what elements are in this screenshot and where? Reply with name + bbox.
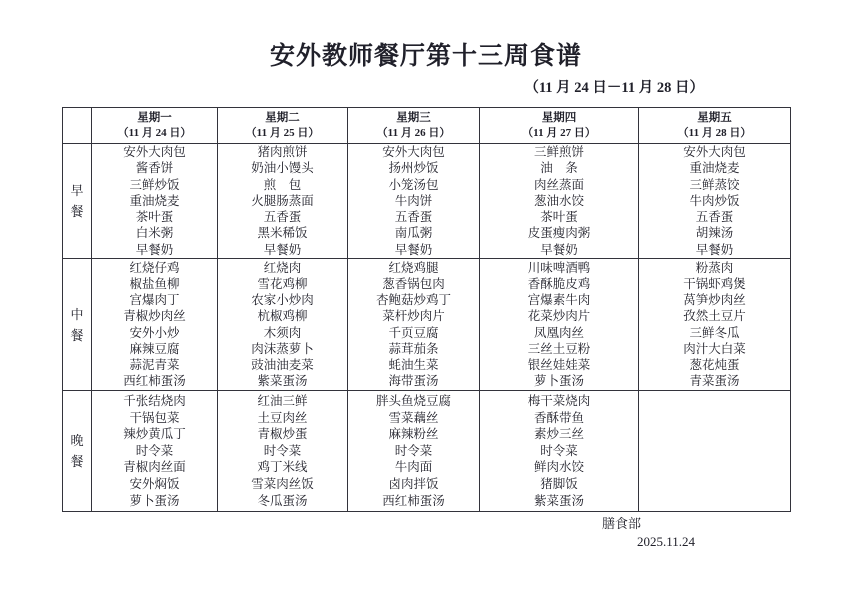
dish-item: 莴笋炒肉丝 [683, 293, 746, 308]
dish-item: 肉丝蒸面 [533, 177, 584, 192]
meal-row-3 [63, 391, 791, 512]
dish-item: 葱油水饺 [533, 193, 584, 208]
date-range-subtitle: （11 月 24 日－11 月 28 日） [524, 80, 704, 96]
menu-cell [639, 144, 791, 259]
dish-item: 早餐奶 [135, 242, 174, 257]
meal-label [63, 391, 92, 512]
dish-item: 蒜茸茄条 [388, 341, 439, 356]
dish-item: 蒜泥青菜 [129, 357, 180, 372]
dish-item: 五香蛋 [263, 210, 302, 225]
menu-cell [92, 391, 218, 512]
dish-item: 青椒肉丝面 [123, 460, 186, 475]
dish-item: 蚝油生菜 [388, 357, 439, 372]
dish-item: 青椒炒肉丝 [123, 309, 186, 324]
dish-item: 三鲜炒饭 [129, 177, 180, 192]
dish-item: 花菜炒肉片 [527, 309, 591, 324]
weekday-label: 星期四 [541, 111, 577, 124]
dish-item: 冬瓜蛋汤 [257, 493, 308, 508]
dish-item: 干锅包菜 [129, 410, 180, 425]
meal-label-char: 餐 [70, 454, 84, 470]
table-header-row [63, 108, 791, 144]
dish-item: 时令菜 [263, 443, 302, 458]
weekday-header-4 [480, 108, 639, 144]
meal-label-char: 中 [70, 306, 84, 322]
dish-item: 时令菜 [135, 443, 174, 458]
dish-item: 香酥脆皮鸡 [527, 276, 591, 291]
menu-cell [92, 259, 218, 391]
dish-item: 牛肉饼 [394, 193, 433, 208]
dish-item: 安外大肉包 [382, 145, 445, 159]
dish-item: 油 条 [540, 161, 578, 176]
dish-item: 煎 包 [263, 177, 302, 192]
dish-item: 奶油小馒头 [251, 161, 314, 176]
dish-item: 葱香锅包肉 [382, 276, 445, 291]
dish-item: 木须肉 [263, 325, 302, 340]
menu-cell [480, 259, 639, 391]
dish-item: 干锅虾鸡煲 [683, 276, 746, 291]
dish-item: 早餐奶 [394, 242, 433, 257]
menu-cell [639, 391, 791, 512]
weekday-label: 星期一 [137, 111, 172, 124]
dish-item: 胡辣汤 [695, 226, 734, 241]
dish-item: 西红柿蛋汤 [123, 374, 186, 389]
dish-item: 红烧仔鸡 [129, 260, 180, 275]
menu-cell [639, 259, 791, 391]
dish-item: 猪脚饭 [540, 476, 578, 491]
dish-item: 粉蒸肉 [695, 260, 734, 275]
dish-item: 重油烧麦 [129, 193, 180, 208]
menu-cell [348, 259, 480, 391]
dish-item: 安外大肉包 [123, 145, 186, 159]
dish-item: 西红柿蛋汤 [382, 493, 445, 508]
meal-label-char: 餐 [70, 327, 84, 343]
dish-item: 牛肉面 [394, 460, 433, 475]
weekday-header-3 [348, 108, 480, 144]
dish-item: 安外小炒 [129, 325, 180, 340]
dish-item: 川味啤酒鸭 [527, 260, 591, 275]
menu-cell [218, 144, 348, 259]
dish-item: 红烧肉 [263, 260, 302, 275]
weekday-date: （11 月 28 日） [677, 126, 752, 139]
dish-item: 猪肉煎饼 [257, 145, 308, 159]
meal-row-2 [63, 259, 791, 391]
dish-item: 紫菜蛋汤 [257, 374, 308, 389]
dish-item: 土豆肉丝 [257, 410, 308, 425]
menu-table-body [63, 144, 791, 512]
dish-item: 宫爆素牛肉 [527, 293, 591, 308]
menu-cell [218, 259, 348, 391]
dish-item: 牛肉炒饭 [689, 193, 740, 208]
dish-item: 杏鲍菇炒鸡丁 [375, 293, 451, 308]
dish-item: 孜然土豆片 [683, 309, 746, 324]
dish-item: 扬州炒饭 [388, 161, 439, 176]
meal-label [63, 144, 92, 259]
dish-item: 千张结烧肉 [123, 394, 186, 408]
dish-item: 重油烧麦 [689, 161, 740, 176]
dish-item: 雪菜肉丝饭 [251, 476, 314, 491]
dish-item: 五香蛋 [394, 210, 433, 225]
dish-item: 小笼汤包 [388, 177, 439, 192]
dish-item: 时令菜 [540, 443, 578, 458]
dish-item: 雪菜藕丝 [388, 410, 439, 425]
dish-item: 青椒炒蛋 [257, 427, 308, 442]
weekday-label: 星期二 [265, 111, 300, 124]
weekday-date: （11 月 25 日） [245, 126, 320, 139]
dish-item: 三鲜冬瓜 [689, 325, 740, 340]
menu-cell [348, 144, 480, 259]
dish-item: 卤肉拌饭 [388, 476, 439, 491]
menu-cell [92, 144, 218, 259]
weekday-header-5 [639, 108, 791, 144]
weekday-date: （11 月 24 日） [117, 126, 192, 139]
weekly-menu-table [62, 107, 791, 512]
dish-item: 杭椒鸡柳 [257, 309, 308, 324]
menu-cell [480, 391, 639, 512]
dish-item: 三丝土豆粉 [527, 341, 591, 356]
dish-item: 豉油油麦菜 [251, 357, 314, 372]
page-title: 安外教师餐厅第十三周食谱 [269, 43, 582, 70]
dish-item: 雪花鸡柳 [257, 276, 308, 291]
document-footer [62, 515, 790, 550]
dish-item: 葱花炖蛋 [689, 357, 740, 372]
dish-item: 辣炒黄瓜丁 [123, 427, 186, 442]
dish-item: 火腿肠蒸面 [251, 193, 314, 208]
menu-cell [480, 144, 639, 259]
dish-item: 白米粥 [135, 226, 174, 241]
weekday-date: （11 月 27 日） [522, 126, 596, 139]
weekday-label: 星期五 [697, 111, 732, 124]
dish-item: 安外大肉包 [683, 145, 746, 159]
dish-item: 千页豆腐 [388, 325, 439, 340]
dish-item: 麻辣豆腐 [129, 341, 180, 356]
dish-item: 早餐奶 [263, 242, 302, 257]
dish-item: 素炒三丝 [533, 427, 584, 442]
dish-item: 鸡丁米线 [257, 460, 308, 475]
dish-item: 三鲜蒸饺 [689, 177, 740, 192]
dish-item: 宫爆肉丁 [129, 293, 180, 308]
dish-item: 三鲜煎饼 [533, 145, 584, 159]
dish-item: 肉沫蒸萝卜 [251, 341, 314, 356]
dish-item: 早餐奶 [540, 242, 578, 257]
dish-item: 肉汁大白菜 [683, 341, 746, 356]
weekday-header-1 [92, 108, 218, 144]
weekday-date: （11 月 26 日） [376, 126, 451, 139]
weekday-label: 星期三 [396, 111, 431, 124]
dish-item: 酱香饼 [135, 161, 174, 176]
dish-item: 红烧鸡腿 [388, 260, 439, 275]
dish-item: 黑米稀饭 [257, 226, 308, 241]
dish-item: 茶叶蛋 [135, 210, 174, 225]
dish-item: 鲜肉水饺 [533, 460, 584, 475]
menu-cell [218, 391, 348, 512]
dish-item: 凤凰肉丝 [533, 325, 584, 340]
dish-item: 椒盐鱼柳 [129, 276, 180, 291]
dish-item: 菜杆炒肉片 [382, 309, 445, 324]
dish-item: 胖头鱼烧豆腐 [375, 394, 451, 408]
dish-item: 红油三鲜 [257, 394, 308, 408]
meal-label-char: 早 [70, 183, 84, 199]
footer-department: 膳食部 [602, 516, 642, 532]
dish-item: 梅干菜烧肉 [527, 394, 591, 408]
weekday-header-2 [218, 108, 348, 144]
footer-date: 2025.11.24 [637, 534, 696, 550]
dish-item: 银丝娃娃菜 [527, 357, 591, 372]
dish-item: 时令菜 [394, 443, 433, 458]
dish-item: 茶叶蛋 [540, 210, 578, 225]
dish-item: 紫菜蛋汤 [533, 493, 584, 508]
dish-item: 南瓜粥 [394, 226, 433, 241]
menu-document [62, 42, 790, 550]
dish-item: 五香蛋 [695, 210, 734, 225]
dish-item: 农家小炒肉 [251, 293, 314, 308]
dish-item: 海带蛋汤 [388, 374, 439, 389]
meal-label-char: 晚 [70, 433, 84, 449]
meal-row-1 [63, 144, 791, 259]
dish-item: 早餐奶 [695, 242, 734, 257]
dish-item: 青菜蛋汤 [689, 374, 740, 389]
dish-item: 安外焖饭 [129, 476, 180, 491]
meal-label-char: 餐 [70, 204, 84, 220]
dish-item: 香酥带鱼 [533, 410, 584, 425]
dish-item: 皮蛋瘦肉粥 [527, 226, 591, 241]
meal-label [63, 259, 92, 391]
dish-item: 萝卜蛋汤 [533, 374, 584, 389]
dish-item: 萝卜蛋汤 [129, 493, 180, 508]
dish-item: 麻辣粉丝 [388, 427, 439, 442]
menu-cell [348, 391, 480, 512]
corner-cell [63, 108, 92, 144]
